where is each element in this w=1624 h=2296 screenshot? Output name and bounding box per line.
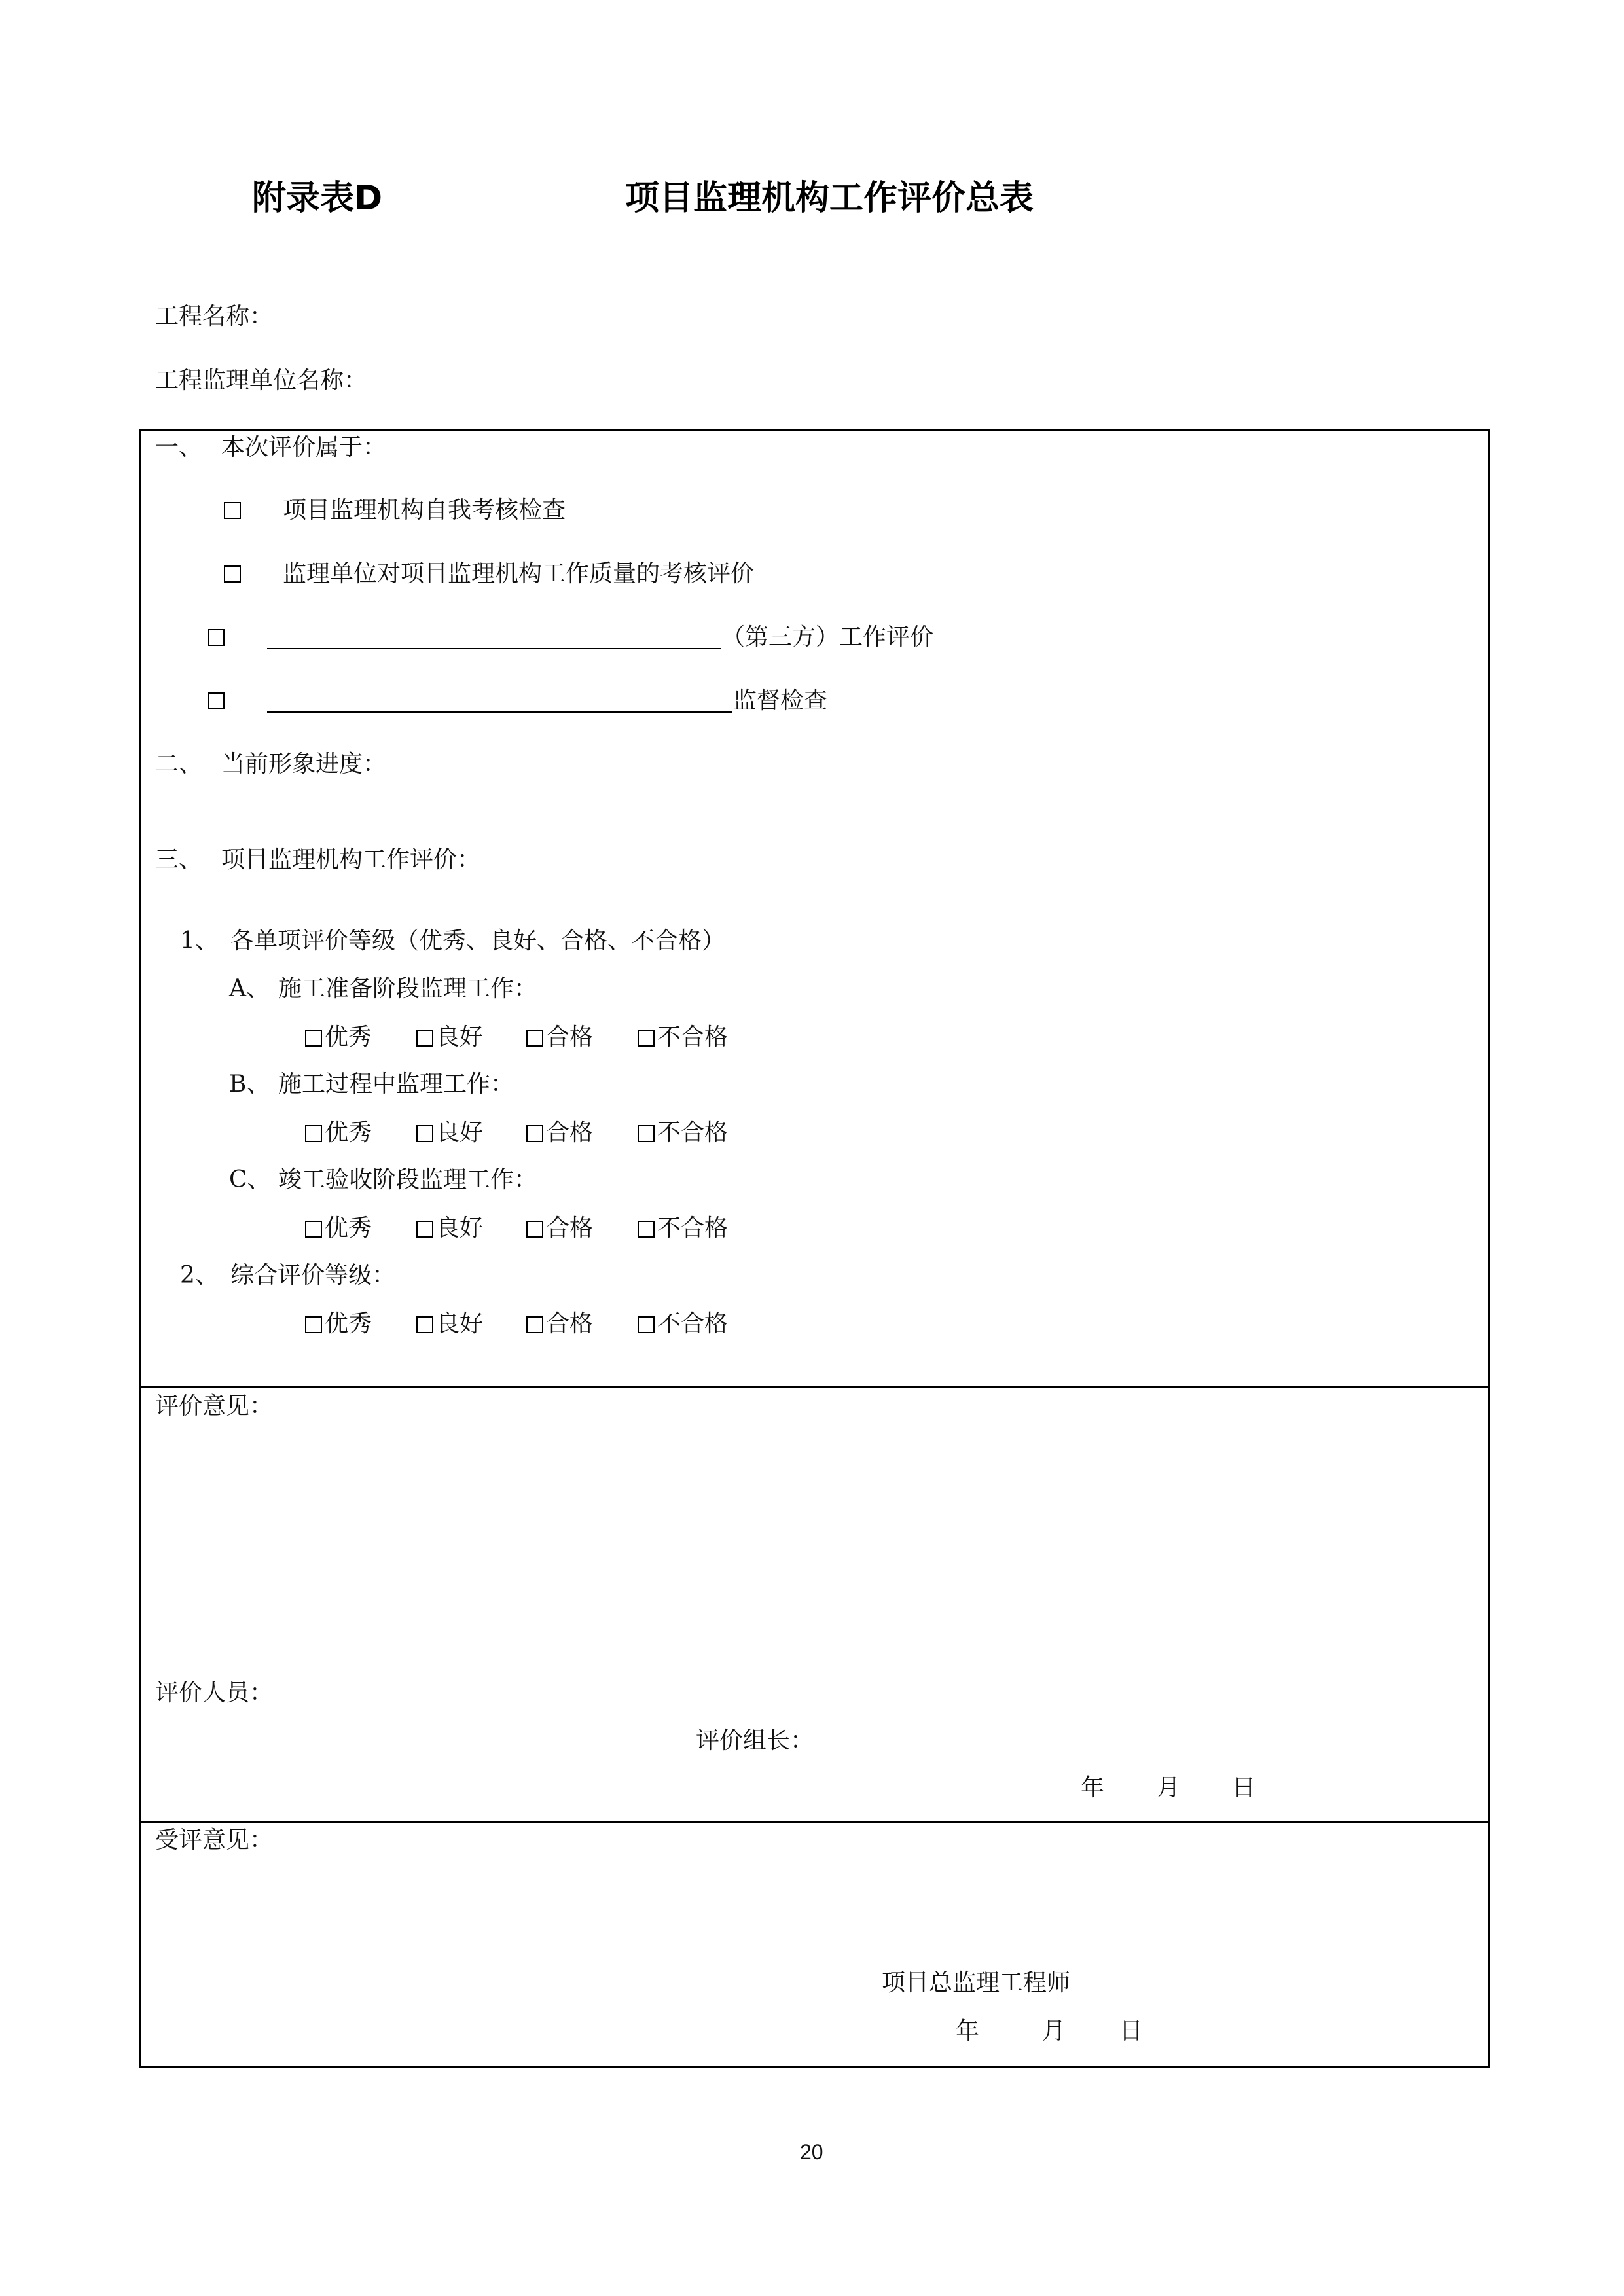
- option-unit-evaluation-checkbox[interactable]: [224, 565, 241, 583]
- grade-option[interactable]: 合格: [526, 1119, 593, 1147]
- grade-option[interactable]: 良好: [416, 1119, 483, 1147]
- opinion-label: 评价意见：: [155, 1393, 274, 1420]
- checkbox[interactable]: [526, 1030, 543, 1047]
- response-day: 日: [1119, 2018, 1144, 2045]
- chief-engineer-label: 项目总监理工程师: [882, 1969, 1071, 1996]
- grade-option[interactable]: 合格: [526, 1023, 593, 1052]
- item2-number: 2、: [180, 1262, 219, 1289]
- grade-option[interactable]: 不合格: [638, 1214, 728, 1243]
- grade-option[interactable]: 合格: [526, 1214, 593, 1243]
- grade-option[interactable]: 良好: [416, 1023, 483, 1052]
- option-self-check-label: 项目监理机构自我考核检查: [283, 497, 566, 524]
- page-number: 20: [800, 2140, 823, 2164]
- checkbox[interactable]: [638, 1125, 655, 1142]
- checkbox[interactable]: [416, 1125, 433, 1142]
- table-divider-2: [139, 1821, 1490, 1823]
- response-label: 受评意见：: [155, 1827, 274, 1854]
- checkbox[interactable]: [526, 1221, 543, 1238]
- grade-options-a: [305, 1023, 763, 1052]
- grade-option[interactable]: 优秀: [305, 1119, 372, 1147]
- option-unit-evaluation-label: 监理单位对项目监理机构工作质量的考核评价: [283, 560, 755, 587]
- grade-option[interactable]: 良好: [416, 1310, 483, 1338]
- option-supervision-check-label: 监督检查: [733, 687, 828, 714]
- checkbox[interactable]: [305, 1316, 322, 1333]
- checkbox[interactable]: [416, 1316, 433, 1333]
- grade-option[interactable]: 优秀: [305, 1023, 372, 1052]
- grade-options-overall: [305, 1310, 763, 1338]
- section2-number: 二、: [155, 751, 203, 778]
- grade-option[interactable]: 优秀: [305, 1214, 372, 1243]
- evaluators-label: 评价人员：: [155, 1679, 274, 1706]
- item2-label: 综合评价等级：: [230, 1262, 396, 1289]
- grade-option[interactable]: 优秀: [305, 1310, 372, 1338]
- sub-a-number: A、: [229, 975, 270, 1002]
- opinion-day: 日: [1232, 1774, 1256, 1801]
- sub-b-number: B、: [229, 1071, 270, 1098]
- third-party-name-line[interactable]: [267, 648, 721, 649]
- grade-option[interactable]: 不合格: [638, 1023, 728, 1052]
- section2-heading: 当前形象进度：: [221, 751, 387, 778]
- project-name-label: 工程名称：: [155, 303, 274, 330]
- leader-label: 评价组长：: [696, 1727, 814, 1754]
- grade-options-b: [305, 1119, 763, 1147]
- checkbox[interactable]: [305, 1221, 322, 1238]
- grade-options-c: [305, 1214, 763, 1243]
- sub-c-label: 竣工验收阶段监理工作：: [278, 1166, 538, 1193]
- grade-option[interactable]: 不合格: [638, 1119, 728, 1147]
- checkbox[interactable]: [638, 1221, 655, 1238]
- grade-option[interactable]: 不合格: [638, 1310, 728, 1338]
- sub-c-number: C、: [229, 1166, 271, 1193]
- section3-heading: 项目监理机构工作评价：: [221, 846, 481, 873]
- option-third-party-checkbox[interactable]: [208, 629, 225, 646]
- supervision-unit-label: 工程监理单位名称：: [155, 367, 368, 394]
- section1-heading: 本次评价属于：: [221, 434, 387, 461]
- checkbox[interactable]: [416, 1030, 433, 1047]
- option-supervision-check-checkbox[interactable]: [208, 692, 225, 709]
- item1-number: 1、: [180, 927, 219, 954]
- option-third-party-label: （第三方）工作评价: [721, 624, 934, 651]
- checkbox[interactable]: [305, 1125, 322, 1142]
- response-year: 年: [956, 2018, 980, 2045]
- item1-label: 各单项评价等级（优秀、良好、合格、不合格）: [230, 927, 726, 954]
- checkbox[interactable]: [638, 1030, 655, 1047]
- opinion-year: 年: [1081, 1774, 1105, 1801]
- checkbox[interactable]: [638, 1316, 655, 1333]
- checkbox[interactable]: [526, 1125, 543, 1142]
- section3-number: 三、: [155, 846, 203, 873]
- table-divider-1: [139, 1386, 1490, 1388]
- grade-option[interactable]: 合格: [526, 1310, 593, 1338]
- sub-a-label: 施工准备阶段监理工作：: [278, 975, 538, 1002]
- grade-option[interactable]: 良好: [416, 1214, 483, 1243]
- checkbox[interactable]: [305, 1030, 322, 1047]
- appendix-label: 附录表D: [252, 179, 383, 218]
- option-self-check-checkbox[interactable]: [224, 502, 241, 519]
- supervision-name-line[interactable]: [267, 711, 732, 713]
- checkbox[interactable]: [416, 1221, 433, 1238]
- page-title: 项目监理机构工作评价总表: [625, 179, 1034, 218]
- opinion-month: 月: [1157, 1774, 1181, 1801]
- checkbox[interactable]: [526, 1316, 543, 1333]
- section1-number: 一、: [155, 434, 203, 461]
- sub-b-label: 施工过程中监理工作：: [278, 1071, 514, 1098]
- response-month: 月: [1042, 2018, 1066, 2045]
